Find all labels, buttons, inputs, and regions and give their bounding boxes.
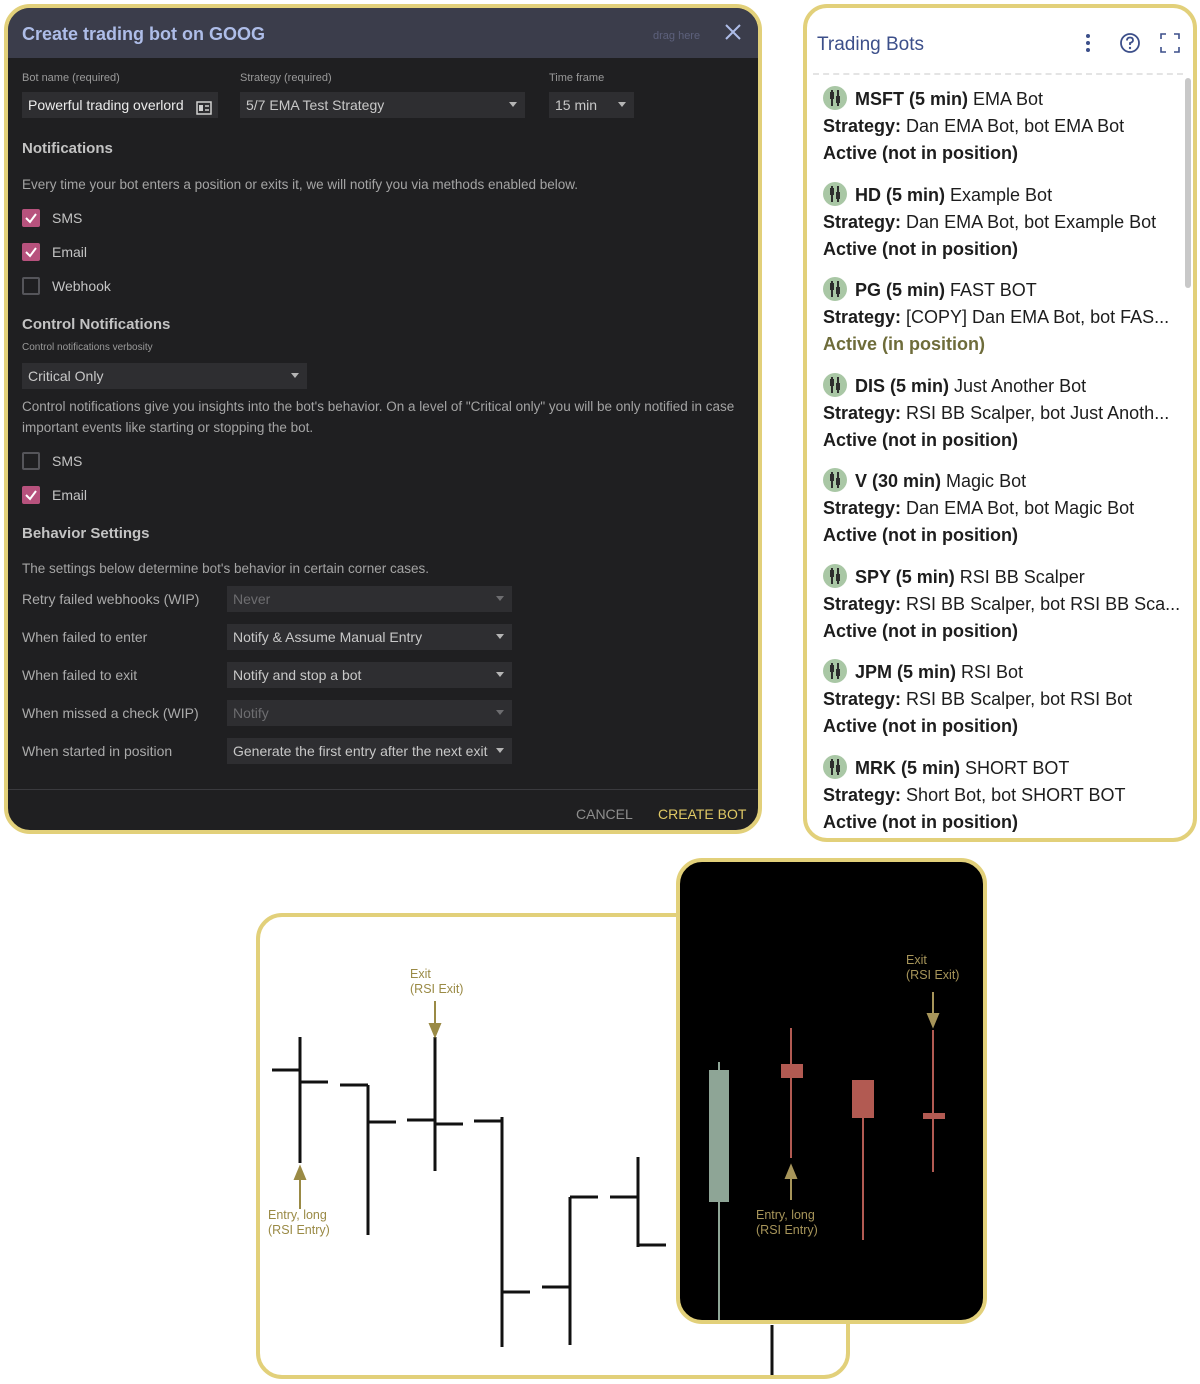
verbosity-value: Critical Only — [28, 368, 104, 384]
verbosity-select[interactable] — [22, 363, 307, 389]
bot-list-item[interactable] — [823, 564, 1183, 645]
bot-strategy — [823, 495, 1183, 522]
strategy-prefix: Strategy: — [823, 498, 902, 518]
retry-webhooks-value: Never — [233, 591, 271, 607]
verbosity-label: Control notifications verbosity — [22, 342, 153, 353]
bot-list-item[interactable] — [823, 277, 1183, 358]
chevron-down-icon — [291, 373, 299, 378]
candlestick-bot-icon — [823, 468, 847, 492]
bot-symbol: JPM (5 min) — [855, 662, 957, 682]
bot-status — [823, 236, 1183, 263]
notify-sms-label: SMS — [52, 210, 83, 226]
chevron-down-icon — [496, 596, 504, 601]
missed-check-select[interactable] — [227, 700, 512, 726]
footer-divider — [8, 789, 758, 790]
close-icon[interactable] — [722, 21, 744, 43]
bot-strategy — [823, 304, 1183, 331]
started-position-select[interactable] — [227, 738, 512, 764]
candlestick-bot-icon — [823, 564, 847, 588]
more-vertical-icon[interactable] — [1083, 32, 1093, 59]
help-icon[interactable] — [1119, 32, 1141, 59]
trading-bots-panel — [803, 4, 1197, 842]
bot-status — [823, 331, 1183, 358]
time-frame-label: Time frame — [549, 72, 605, 84]
bot-status — [823, 809, 1183, 836]
bot-name-label: Bot name (required) — [22, 72, 120, 84]
failed-enter-select[interactable] — [227, 624, 512, 650]
strategy-value: 5/7 EMA Test Strategy — [246, 97, 385, 113]
exit-arrow — [928, 992, 938, 1026]
strategy-prefix: Strategy: — [823, 116, 902, 136]
notify-sms-checkbox[interactable] — [22, 209, 40, 227]
bot-status-value: Active (not in position) — [823, 525, 1018, 545]
exit-annotation-line1: Exit — [410, 967, 431, 981]
bot-name: Example Bot — [950, 184, 1053, 205]
control-sms-checkbox[interactable] — [22, 452, 40, 470]
entry-annotation-line2: (RSI Entry) — [756, 1223, 818, 1237]
notify-webhook-checkbox[interactable] — [22, 277, 40, 295]
control-email-checkbox[interactable] — [22, 486, 40, 504]
bot-strategy — [823, 113, 1183, 140]
create-bot-button[interactable]: CREATE BOT — [658, 806, 747, 822]
bot-symbol: MRK (5 min) — [855, 757, 960, 778]
bot-strategy — [823, 400, 1183, 427]
strategy-label: Strategy (required) — [240, 72, 332, 84]
notify-email-checkbox[interactable] — [22, 243, 40, 261]
bot-strategy — [823, 591, 1183, 618]
chevron-down-icon — [496, 634, 504, 639]
bot-name: RSI BB Scalper — [959, 566, 1085, 587]
behavior-settings-title: Behavior Settings — [22, 525, 150, 542]
started-position-label: When started in position — [22, 743, 173, 759]
candlestick-bot-icon — [823, 86, 847, 110]
exit-annotation-line2: (RSI Exit) — [906, 968, 960, 982]
candle-red — [923, 1030, 945, 1172]
bot-header — [823, 182, 1183, 209]
bot-strategy — [823, 782, 1183, 809]
entry-annotation-line1: Entry, long — [756, 1208, 815, 1222]
bot-strategy — [823, 209, 1183, 236]
exit-arrow — [430, 1001, 440, 1036]
entry-arrow — [786, 1166, 796, 1200]
candlestick-chart — [680, 862, 987, 1324]
bot-status-value: Active (not in position) — [823, 716, 1018, 736]
missed-check-value: Notify — [233, 705, 269, 721]
fullscreen-icon[interactable] — [1159, 32, 1181, 59]
bot-symbol: DIS (5 min) — [855, 375, 950, 396]
bot-list-item[interactable] — [823, 755, 1183, 836]
candlestick-bot-icon — [823, 659, 847, 683]
control-email-label: Email — [52, 487, 88, 503]
cancel-button[interactable]: CANCEL — [576, 806, 633, 822]
bot-list-item[interactable] — [823, 659, 1183, 740]
notify-email-label: Email — [52, 244, 88, 260]
ohlc-bar — [340, 1085, 396, 1235]
bot-symbol: V (30 min) — [855, 471, 942, 491]
bot-list-item[interactable] — [823, 468, 1183, 549]
bot-symbol: PG (5 min) — [855, 280, 946, 300]
bot-header — [823, 564, 1183, 591]
bot-status-value: Active (not in position) — [823, 429, 1018, 450]
notify-webhook-label: Webhook — [52, 278, 111, 294]
exit-annotation — [410, 967, 463, 997]
entry-annotation — [756, 1208, 818, 1238]
bot-name: Magic Bot — [946, 471, 1027, 491]
bot-status-value: Active (not in position) — [823, 811, 1018, 832]
bot-strategy-value: [COPY] Dan EMA Bot, bot FAS... — [906, 307, 1170, 327]
bot-strategy — [823, 686, 1183, 713]
drag-handle[interactable]: drag here — [653, 30, 701, 42]
bot-name-value: Powerful trading overlord — [28, 97, 184, 113]
bot-list-item[interactable] — [823, 182, 1183, 263]
bot-strategy-value: RSI BB Scalper, bot RSI Bot — [906, 689, 1133, 709]
notifications-description: Every time your bot enters a position or exits it, we will notify you via methods enabled below. — [22, 177, 579, 192]
bot-status-value: Active (not in position) — [823, 620, 1018, 641]
bot-header — [823, 659, 1183, 686]
time-frame-select[interactable] — [549, 92, 634, 118]
bot-strategy-value: Dan EMA Bot, bot Example Bot — [906, 211, 1157, 232]
exit-annotation-line1: Exit — [906, 953, 927, 967]
bot-strategy-value: RSI BB Scalper, bot RSI BB Sca... — [906, 593, 1181, 614]
bot-status — [823, 713, 1183, 740]
strategy-prefix: Strategy: — [823, 402, 902, 423]
entry-annotation-line2: (RSI Entry) — [268, 1223, 330, 1237]
ohlc-bar — [542, 1197, 598, 1345]
ohlc-bar — [407, 1037, 463, 1171]
bot-status — [823, 618, 1183, 645]
chevron-down-icon — [496, 748, 504, 753]
strategy-prefix: Strategy: — [823, 784, 902, 805]
notifications-title: Notifications — [22, 140, 113, 157]
dialog-title: Create trading bot on GOOG — [22, 24, 266, 44]
control-notifications-description: Control notifications give you insights into the bot's behavior. On a level of "Critical only" you will be only notified in case important events like starting or stopping the bot. — [22, 399, 735, 435]
bot-name: FAST BOT — [950, 280, 1037, 300]
missed-check-label: When missed a check (WIP) — [22, 705, 199, 721]
candle-green — [709, 1062, 729, 1324]
exit-annotation-line2: (RSI Exit) — [410, 982, 464, 996]
chevron-down-icon — [496, 672, 504, 677]
dialog-header[interactable] — [8, 8, 758, 58]
strategy-prefix: Strategy: — [823, 593, 902, 614]
bot-strategy-value: Dan EMA Bot, bot EMA Bot — [906, 116, 1125, 136]
chevron-down-icon — [496, 710, 504, 715]
control-notifications-title: Control Notifications — [22, 316, 171, 333]
bot-name: SHORT BOT — [965, 757, 1070, 778]
bot-status-value: Active (in position) — [823, 334, 985, 354]
retry-webhooks-select[interactable] — [227, 586, 512, 612]
strategy-prefix: Strategy: — [823, 689, 902, 709]
bot-name: EMA Bot — [973, 89, 1044, 109]
bot-status — [823, 140, 1183, 167]
candle-red — [781, 1028, 803, 1158]
failed-exit-label: When failed to exit — [22, 667, 138, 683]
bot-name: RSI Bot — [961, 662, 1024, 682]
strategy-select[interactable] — [240, 92, 525, 118]
candlestick-bot-icon — [823, 755, 847, 779]
create-bot-dialog — [4, 4, 762, 834]
panel-divider — [813, 73, 1183, 75]
failed-enter-label: When failed to enter — [22, 629, 148, 645]
ohlc-bar — [474, 1117, 530, 1347]
bot-name-input[interactable] — [22, 92, 218, 118]
time-frame-value: 15 min — [555, 97, 598, 113]
bot-strategy-value: Dan EMA Bot, bot Magic Bot — [906, 498, 1135, 518]
strategy-prefix: Strategy: — [823, 211, 902, 232]
bot-symbol: MSFT (5 min) — [855, 89, 968, 109]
bot-strategy-value: Short Bot, bot SHORT BOT — [906, 784, 1126, 805]
bot-list-item[interactable] — [823, 86, 1183, 167]
bot-status-value: Active (not in position) — [823, 143, 1018, 163]
entry-arrow — [295, 1167, 305, 1209]
chevron-down-icon — [618, 102, 626, 107]
strategy-prefix: Strategy: — [823, 307, 902, 327]
id-card-icon[interactable] — [196, 97, 212, 123]
candlestick-bot-icon — [823, 277, 847, 301]
exit-annotation — [906, 953, 959, 983]
candle-red — [852, 1080, 874, 1240]
behavior-settings-description: The settings below determine bot's behavior in certain corner cases. — [22, 561, 430, 576]
candlestick-bot-icon — [823, 373, 847, 397]
chevron-down-icon — [509, 102, 517, 107]
bot-header — [823, 468, 1183, 495]
bot-header — [823, 373, 1183, 400]
candlestick-chart-panel — [676, 858, 987, 1324]
ohlc-bar — [272, 1037, 328, 1163]
retry-webhooks-label: Retry failed webhooks (WIP) — [22, 591, 200, 607]
entry-annotation-line1: Entry, long — [268, 1208, 327, 1222]
bot-status — [823, 522, 1183, 549]
bot-status-value: Active (not in position) — [823, 238, 1018, 259]
bot-symbol: HD (5 min) — [855, 184, 945, 205]
ohlc-bar — [610, 1157, 666, 1247]
scrollbar[interactable] — [1185, 78, 1191, 288]
failed-exit-select[interactable] — [227, 662, 512, 688]
failed-exit-value: Notify and stop a bot — [233, 667, 362, 683]
entry-annotation — [268, 1208, 330, 1238]
panel-title: Trading Bots — [817, 34, 925, 55]
bot-header — [823, 86, 1183, 113]
bot-name: Just Another Bot — [954, 375, 1087, 396]
bot-strategy-value: RSI BB Scalper, bot Just Anoth... — [906, 402, 1170, 423]
control-sms-label: SMS — [52, 453, 83, 469]
bot-header — [823, 277, 1183, 304]
bot-list-item[interactable] — [823, 373, 1183, 454]
bot-symbol: SPY (5 min) — [855, 566, 955, 587]
candlestick-bot-icon — [823, 182, 847, 206]
failed-enter-value: Notify & Assume Manual Entry — [233, 629, 423, 645]
started-position-value: Generate the first entry after the next exit — [233, 743, 488, 759]
bot-status — [823, 427, 1183, 454]
bot-header — [823, 755, 1183, 782]
